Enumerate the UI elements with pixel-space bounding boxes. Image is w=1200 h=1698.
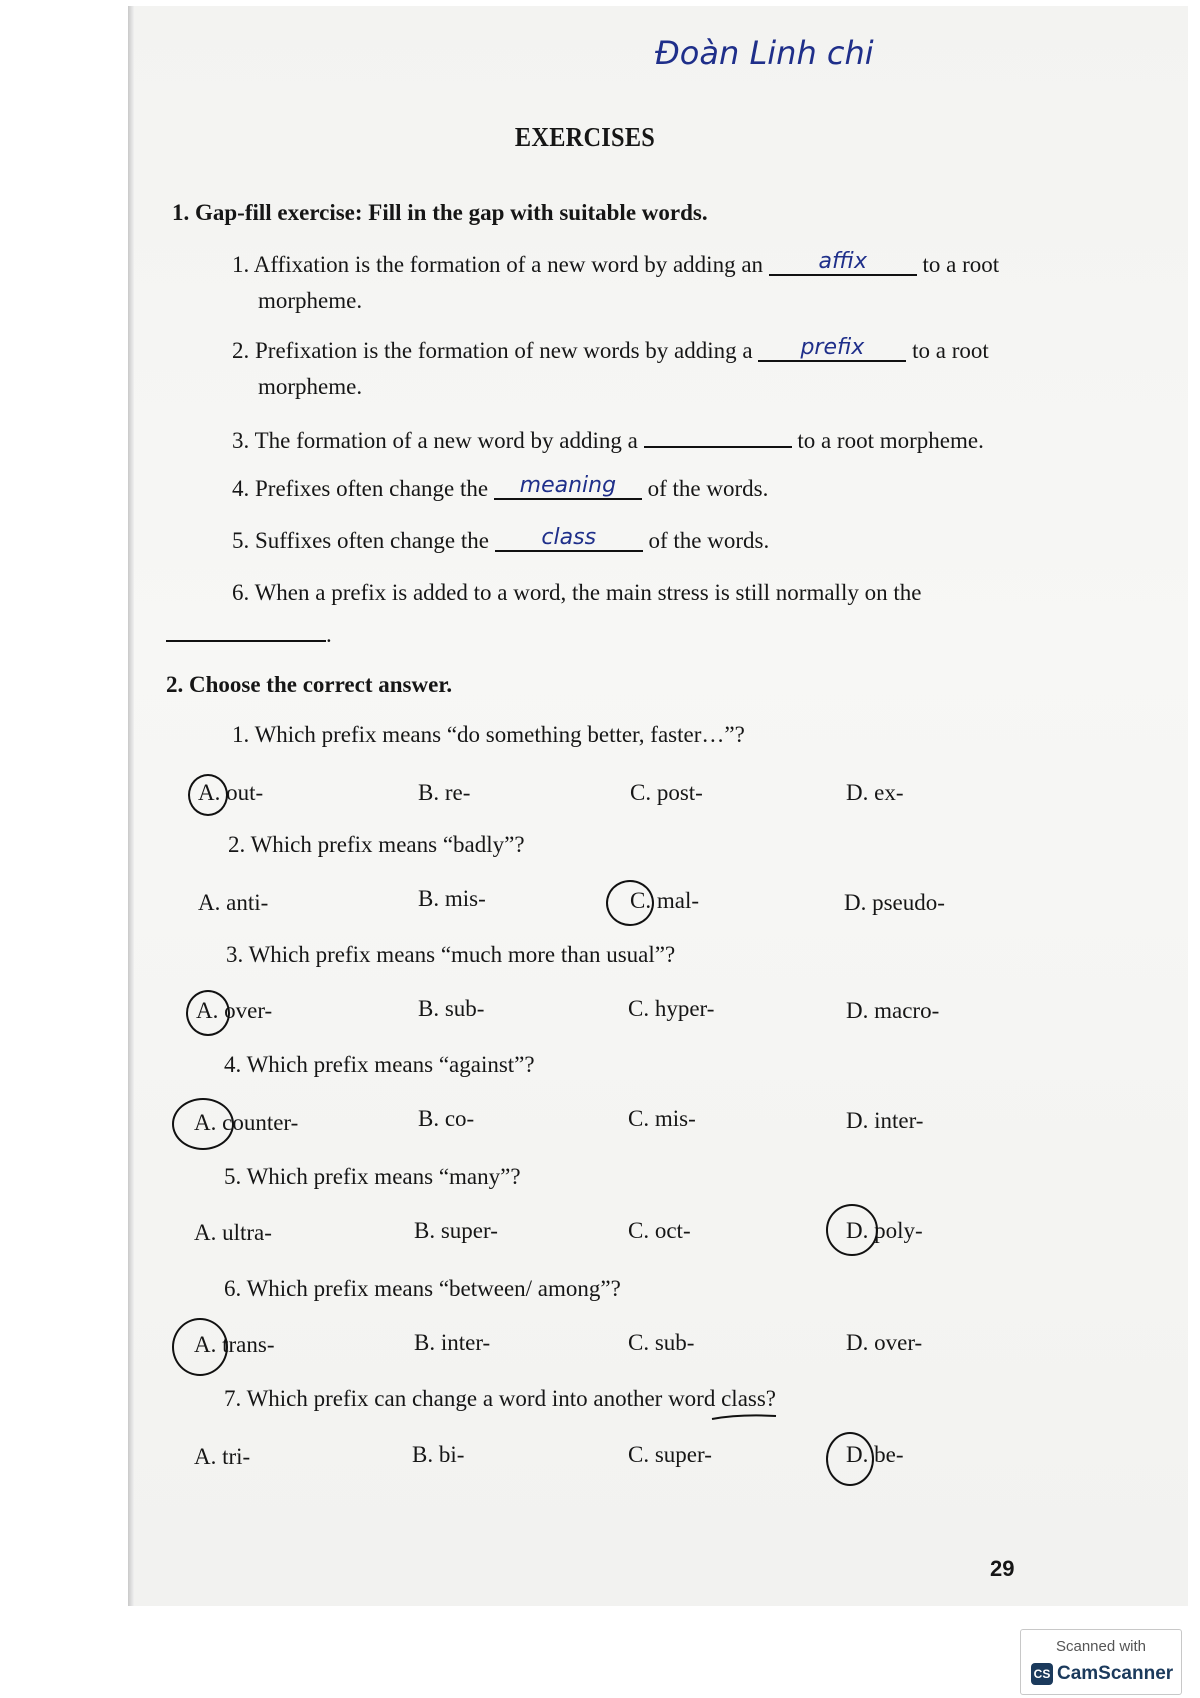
option-d: D. ex- (846, 780, 904, 805)
camscanner-badge (1020, 1629, 1182, 1695)
item-text: to a root (912, 338, 989, 363)
handwritten-underline (710, 1410, 780, 1424)
gapfill-item-6: 6. When a prefix is added to a word, the main stress is still normally on the (232, 580, 922, 605)
option-b: B. super- (414, 1218, 498, 1243)
handwritten-answer: affix (818, 249, 868, 274)
option-b: B. bi- (412, 1442, 465, 1467)
scanned-page (128, 6, 1188, 1606)
item-text: 5. Suffixes often change the (232, 528, 489, 553)
option-a: A. counter- (194, 1110, 299, 1135)
page-title: EXERCISES (514, 122, 656, 152)
option-b: B. sub- (418, 996, 485, 1021)
item-text: 3. The formation of a new word by adding a (232, 428, 638, 453)
question-7: 7. Which prefix can change a word into another word class? (224, 1386, 777, 1411)
handwritten-answer: class (541, 525, 597, 550)
option-c: C. mis- (628, 1106, 696, 1131)
question-5: 5. Which prefix means “many”? (224, 1164, 521, 1189)
option-c: C. super- (628, 1442, 712, 1467)
answer-blank (769, 248, 917, 276)
gapfill-item-2 (232, 334, 1022, 368)
option-a: A. trans- (194, 1332, 275, 1357)
gapfill-item-1-line2: morpheme. (258, 288, 363, 313)
option-a: A. ultra- (194, 1220, 272, 1245)
option-d: D. macro- (846, 998, 940, 1023)
option-d: D. be- (846, 1442, 904, 1467)
badge-brand: CamScanner (1057, 1663, 1174, 1684)
option-a: A. over- (196, 998, 273, 1023)
page-number: 29 (990, 1556, 1015, 1581)
gapfill-item-2-line2: morpheme. (258, 374, 363, 399)
item-text: of the words. (648, 528, 770, 553)
page-edge-shadow (128, 6, 134, 1606)
gapfill-item-1 (232, 248, 1012, 282)
question-4: 4. Which prefix means “against”? (224, 1052, 535, 1077)
answer-blank (758, 334, 906, 362)
answer-circle-mark (172, 1098, 234, 1150)
option-d: D. poly- (846, 1218, 923, 1243)
answer-blank (494, 472, 642, 500)
section1-heading: 1. Gap-fill exercise: Fill in the gap with suitable words. (172, 200, 708, 225)
option-c: C. post- (630, 780, 703, 805)
answer-circle-mark (826, 1204, 878, 1256)
option-b: B. mis- (418, 886, 486, 911)
answer-blank (495, 524, 643, 552)
answer-circle-mark (186, 990, 230, 1036)
option-c: C. mal- (630, 888, 699, 913)
badge-caption: Scanned with (1055, 1638, 1147, 1655)
gapfill-item-5 (232, 524, 769, 558)
option-c: C. hyper- (628, 996, 715, 1021)
question-1: 1. Which prefix means “do something better, faster…”? (232, 722, 745, 747)
answer-circle-mark (188, 774, 228, 816)
answer-circle-mark (172, 1318, 228, 1376)
option-b: B. co- (418, 1106, 475, 1131)
option-a: A. tri- (194, 1444, 251, 1469)
answer-circle-mark (826, 1432, 874, 1486)
item-text: to a root morpheme. (797, 428, 984, 453)
handwritten-name: Đoàn Linh chi (655, 34, 874, 72)
gapfill-item-6-line2 (166, 614, 332, 652)
option-a: A. out- (198, 780, 264, 805)
item-text: 4. Prefixes often change the (232, 476, 489, 501)
handwritten-answer: prefix (800, 335, 865, 360)
camscanner-logo-icon: CS (1031, 1663, 1053, 1685)
option-d: D. pseudo- (844, 890, 945, 915)
item-text: . (326, 622, 332, 647)
section2-heading: 2. Choose the correct answer. (166, 672, 453, 697)
item-text: 1. Affixation is the formation of a new word by adding an (232, 252, 764, 277)
handwritten-answer: meaning (519, 473, 617, 498)
option-b: B. re- (418, 780, 471, 805)
option-d: D. inter- (846, 1108, 924, 1133)
question-6: 6. Which prefix means “between/ among”? (224, 1276, 621, 1301)
option-c: C. oct- (628, 1218, 691, 1243)
gapfill-item-3 (232, 420, 984, 458)
question-2: 2. Which prefix means “badly”? (228, 832, 525, 857)
option-d: D. over- (846, 1330, 923, 1355)
option-b: B. inter- (414, 1330, 491, 1355)
answer-blank (644, 420, 792, 448)
question-3: 3. Which prefix means “much more than usual”? (226, 942, 676, 967)
answer-blank (166, 614, 326, 642)
item-text: of the words. (647, 476, 769, 501)
item-text: 2. Prefixation is the formation of new words by adding a (232, 338, 753, 363)
option-c: C. sub- (628, 1330, 695, 1355)
option-a: A. anti- (198, 890, 269, 915)
item-text: to a root (922, 252, 1000, 277)
answer-circle-mark (606, 880, 654, 926)
gapfill-item-4 (232, 472, 768, 506)
